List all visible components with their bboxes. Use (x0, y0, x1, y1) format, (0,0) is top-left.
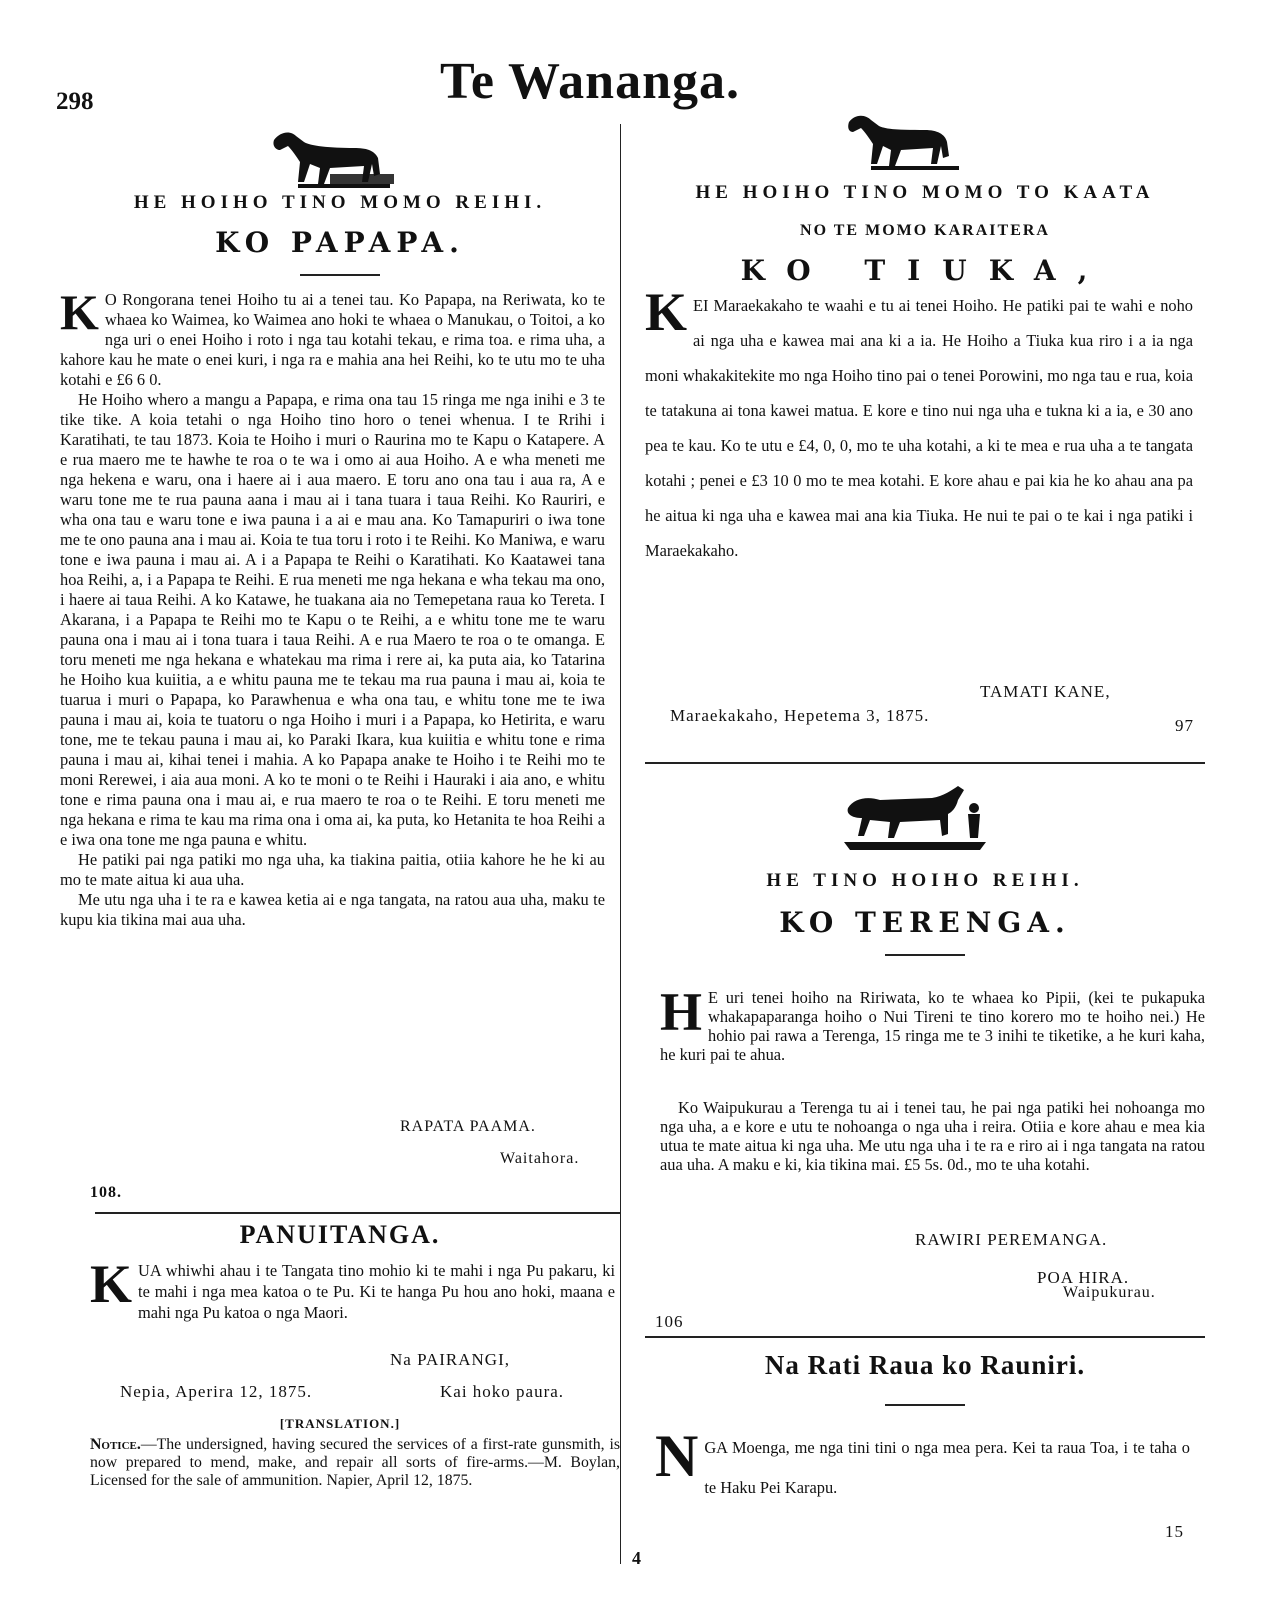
paragraph: Ko Waipukurau a Terenga tu ai i tenei tau, he pai nga patiki hei nohoanga mo nga uha, a e kore e utu te nohoanga o nga uha i reira. Otiia e kore ahau e mea kia utua te mate aitua ki nga uha. Me utu nga uha i te ra e riro ai i nga tangata na ratou aua uha. A maku e ki, kia tikina mai. £5 5s. 0d., mo te uha kotahi. (660, 1098, 1205, 1174)
ad-number: 15 (1165, 1522, 1184, 1541)
ad-number: 106 (655, 1312, 684, 1331)
ad-horse-name: KO TIUKA, (740, 254, 1110, 287)
paragraph: E uri tenei hoiho na Ririwata, ko te whaea ko Pipii, (kei te pukapuka whakapaparanga hoiho o Nui Tireni te tino korero mo te hoiho nei.) He hohio pai rawa a Terenga, 15 ringa me te 3 inihi te tiketike, a he kuri kaha, he kuri pai te ahua. (660, 988, 1205, 1064)
masthead-title: Te Wananga. (440, 53, 741, 110)
ad-horse-name: KO TERENGA. (779, 906, 1071, 939)
short-rule (300, 274, 380, 276)
ad-heading: HE HOIHO TINO MOMO TO KAATA (695, 182, 1155, 203)
ad-body (60, 284, 605, 930)
footer-mark: 4 (632, 1548, 641, 1568)
ad-horse-name: KO PAPAPA. (215, 226, 465, 259)
horse-icon (845, 112, 965, 172)
drop-cap: K (60, 284, 99, 340)
drop-cap: K (90, 1254, 133, 1314)
notice-body (90, 1436, 620, 1490)
page-number: 298 (56, 88, 94, 115)
signature: POA HIRA. (1037, 1268, 1130, 1287)
drop-cap: N (655, 1423, 699, 1489)
drop-cap: K (645, 282, 688, 342)
date: Nepia, Aperira 12, 1875. (120, 1382, 313, 1401)
place: Waipukurau. (1063, 1284, 1156, 1301)
ad-title: PANUITANGA. (239, 1220, 441, 1249)
section-rule (645, 762, 1205, 764)
ad-number: 108. (90, 1184, 122, 1201)
paragraph: He patiki pai nga patiki mo nga uha, ka tiakina paitia, otiia kahore he he ki au mo te mate aitua ki aua uha. (60, 850, 605, 889)
paragraph: Me utu nga uha i te ra e kawea ketia ai e nga tangata, na ratou aua uha, maku te kupu kia tikina mai aua uha. (60, 890, 605, 929)
date: Maraekakaho, Hepetema 3, 1875. (670, 706, 930, 725)
paragraph: GA Moenga, me nga tini tini o nga mea pera. Kei ta raua Toa, i te taha o te Haku Pei Karapu. (704, 1438, 1190, 1497)
ad-heading: HE HOIHO TINO MOMO REIHI. (133, 192, 547, 213)
paragraph: O Rongorana tenei Hoiho tu ai a tenei tau. Ko Papapa, na Reriwata, ko te whaea ko Waimea, ko Waimea ano hoki te whaea o Manukau, o Toitoi, a ko nga uri o enei Hoiho i roto i nga tau kotahi tekau, e rima toa. e rima uha, a kahore kau he mate o enei kuri, i nga ra e mahia ana hei Reihi, ko te utu mo te uha kotahi e £6 6 0. (60, 290, 605, 389)
ad-heading: HE TINO HOIHO REIHI. (766, 870, 1084, 891)
paragraph: UA whiwhi ahau i te Tangata tino mohio ki te mahi i nga Pu pakaru, ki te mahi i nga mea katoa o te Pu. Ki te hanga Pu hou ano hoki, maana e mahi nga Pu katoa o nga Maori. (138, 1261, 615, 1322)
horse-icon (270, 128, 400, 194)
notice-label: Notice. (90, 1436, 141, 1453)
signature: Na PAIRANGI, (390, 1350, 510, 1369)
ad-body (90, 1254, 615, 1323)
signature: RAWIRI PEREMANGA. (915, 1230, 1108, 1249)
signature: RAPATA PAAMA. (400, 1118, 536, 1135)
paragraph: He Hoiho whero a mangu a Papapa, e rima ona tau 15 ringa me nga inihi e 3 te tike tike. A koia tetahi o nga Hoiho tino horo o tenei whenua. I te Rrihi i Karatihati, te tau 1873. Koia te Hoiho i muri o Raurina mo te Kapu o Katapere. A e rua maero me te hawhe te roa o te wa i omo ai aua Hoiho. A e wha meneti me nga hekena e waru, ona i haere ai i aua maero. E toru ano ona tau i aua ra, A e waru tone me te rua pauna aana i mau ai i tana tuara i taua Reihi. Ko Rauriri, e wha ona tau e waru tone e iwa pauna i a ai e mau ana. Ko Tamapuriri o iwa tone me te ono pauna ana i mau ai. Koia te tua toru i roto i te Reihi. Ko Maniwa, e waru tone e iwa pauna i mau ai. A i a Papapa te Reihi o Karatihati. Ko Kaatawei tana hoa Reihi, a, i a Papapa te Reihi. E rua meneti me nga hekana e wha tekau ma ono, i haere ai taua Reihi. A ko Katawe, he tuakana aia no Temepetana raua ko Tereta. I Akarana, i a Papapa te Reihi mo te Kapu o te Reihi, a e whitu tone me te waru pauna ona i mau ai i tona tuara i taua Reihi. A e rua Maero te roa o te omanga. E toru meneti me nga hekana e whatekau ma rima i rere ai, ka puta aia, ko Tatarina he Hoiho kua kuiitia, a e whitu pauna me te tekau ma rua pauna i mau ai, koia te tuarua i muri o Papapa, ko Parawhenua e wha ona tau, e whitu tone me te iwa pauna i mau ai, koia te tuatoru o nga Hoiho i muri i a Papapa, ko Hetirita, e waru tone, me te tekau pauna i mau ai, ko Paraki Ikara, kua kuiitia e whitu tone e rima pauna i mau ai, kihai tenei i mahia. A ko Papapa anake te Hoiho i te Reihi mo te moni Rerewei, i aia aua moni. A ko te moni o te Reihi i Hauraki i aia ano, e whitu tone e rima pauna ona i mau ai, e rua maero te roa o te Reihi. E toru meneti me nga hekana e rima te kau ma rima ona i oma ai, ka puta, ko Hetanita te hoa Reihi a e iwa ona tone me nga pauna e whitu. (60, 390, 605, 849)
ad-body (645, 282, 1193, 568)
place: Waitahora. (500, 1150, 580, 1167)
section-rule (95, 1212, 620, 1214)
column-divider (620, 124, 621, 1564)
section-rule (645, 1336, 1205, 1338)
ad-body (655, 1423, 1190, 1508)
ad-number: 97 (1175, 716, 1194, 735)
short-rule (885, 1404, 965, 1406)
signature: TAMATI KANE, (980, 682, 1111, 701)
translation-label: [TRANSLATION.] (279, 1416, 401, 1431)
ad-title: Na Rati Raua ko Rauniri. (764, 1350, 1086, 1380)
short-rule (885, 954, 965, 956)
role: Kai hoko paura. (440, 1382, 565, 1401)
ad-subheading: NO TE MOMO KARAITERA (800, 222, 1050, 239)
ad-body (660, 982, 1205, 1064)
drop-cap: H (660, 982, 703, 1042)
horse-and-groom-icon (840, 782, 990, 852)
notice-text: —The undersigned, having secured the services of a first-rate gunsmith, is now prepared to mend, make, and repair all sorts of fire-arms.—M. Boylan, Licensed for the sale of ammunition. Napier, April 12, 1875. (90, 1436, 620, 1489)
paragraph: EI Maraekakaho te waahi e tu ai tenei Hoiho. He patiki pai te wahi e noho ai nga uha e kawea mai ana ki a ia. He Hoiho a Tiuka kua riro i a ia nga moni whakakitekite mo nga Hoiho tino pai o tenei Porowini, mo nga tau e rua, koia te tatakuna ai tona kawei matua. E kore e tino nui nga uha e tukna ki a ia, e 30 ano pea te kau. Ko te utu e £4, 0, 0, mo te uha kotahi, a ki te mea e rua uha a te tangata kotahi ; penei e £3 10 0 mo te mea kotahi. E kore ahau e pai kia he ko ahau ana pa he aitua ki nga uha e kawea mai ana kia Tiuka. He nui te pai o te kai i nga patiki i Maraekakaho. (645, 296, 1193, 560)
